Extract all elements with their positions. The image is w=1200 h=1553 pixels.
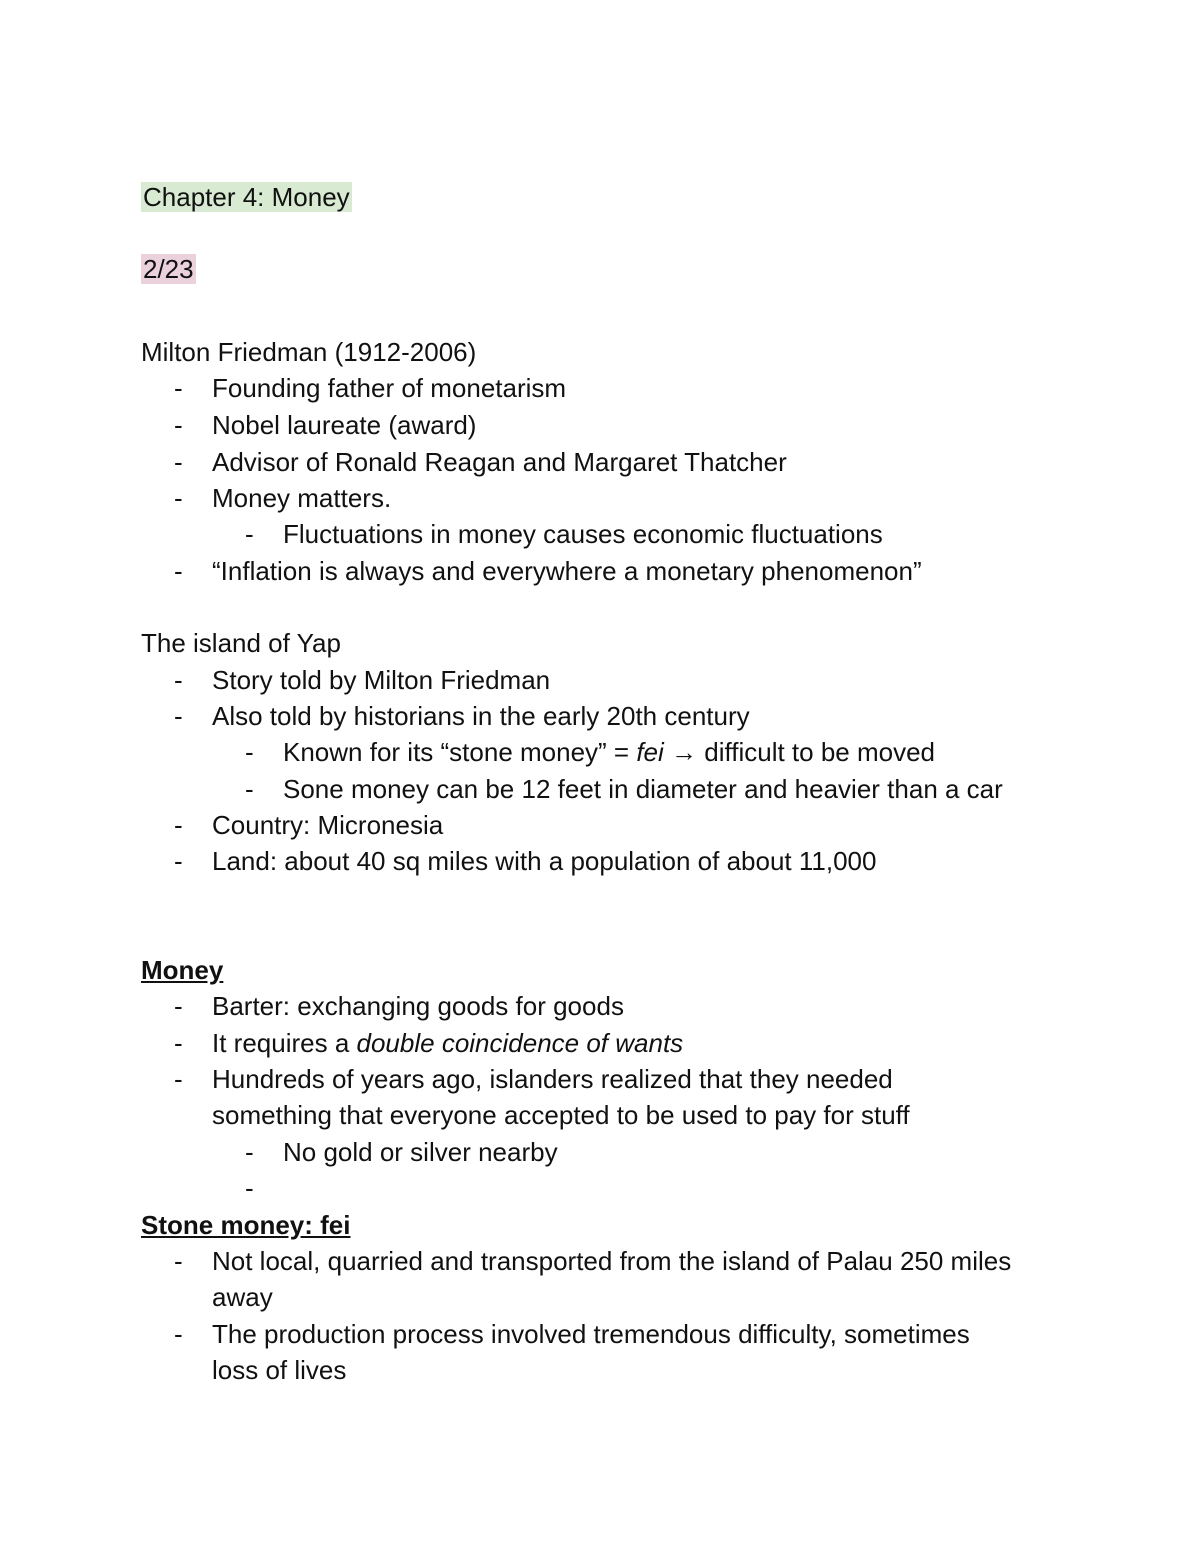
chapter-title: Chapter 4: Money xyxy=(143,182,350,212)
yap-heading: The island of Yap xyxy=(141,628,341,658)
money-heading: Money xyxy=(141,955,224,985)
list-item-continuation: loss of lives xyxy=(212,1355,347,1385)
stone-money-heading: Stone money: fei xyxy=(141,1210,351,1240)
friedman-heading: Milton Friedman (1912-2006) xyxy=(141,337,477,367)
list-item-continuation: something that everyone accepted to be used to pay for stuff xyxy=(212,1100,910,1130)
list-item-continuation: away xyxy=(212,1282,273,1312)
date-label: 2/23 xyxy=(143,254,194,284)
document-page: Chapter 4: Money 2/23 Milton Friedman (1912-2006) - Founding father of monetarism - Nobel laureate (award) - Advisor of Ronald Reagan and Margaret Thatcher - Money matters. - Fluctuations in money causes economic fluctuations - “Inflation is always and everywhere a monetary phenomenon” The island of Yap - Story told by Milton Friedman - Also told by historians in the early 20th century - Known for its “stone money” = fei → difficult to be moved - Sone money can be 12 feet in diameter and heavier than a car - Country: Micronesia - Land: about 40 sq miles with a population of about 11,000 Money - Barter: exchanging goods for goods - It requires a double coincidence of wants - Hundreds of years ago, islanders realized that they needed something that everyone accepted to be used to pay for stuff - No gold or silver nearby - Stone money: fei - Not local, quarried and transported from the island of Palau 250 miles away - The production process involved tremendous difficulty, sometimes loss of lives xyxy=(0,0,1200,1553)
